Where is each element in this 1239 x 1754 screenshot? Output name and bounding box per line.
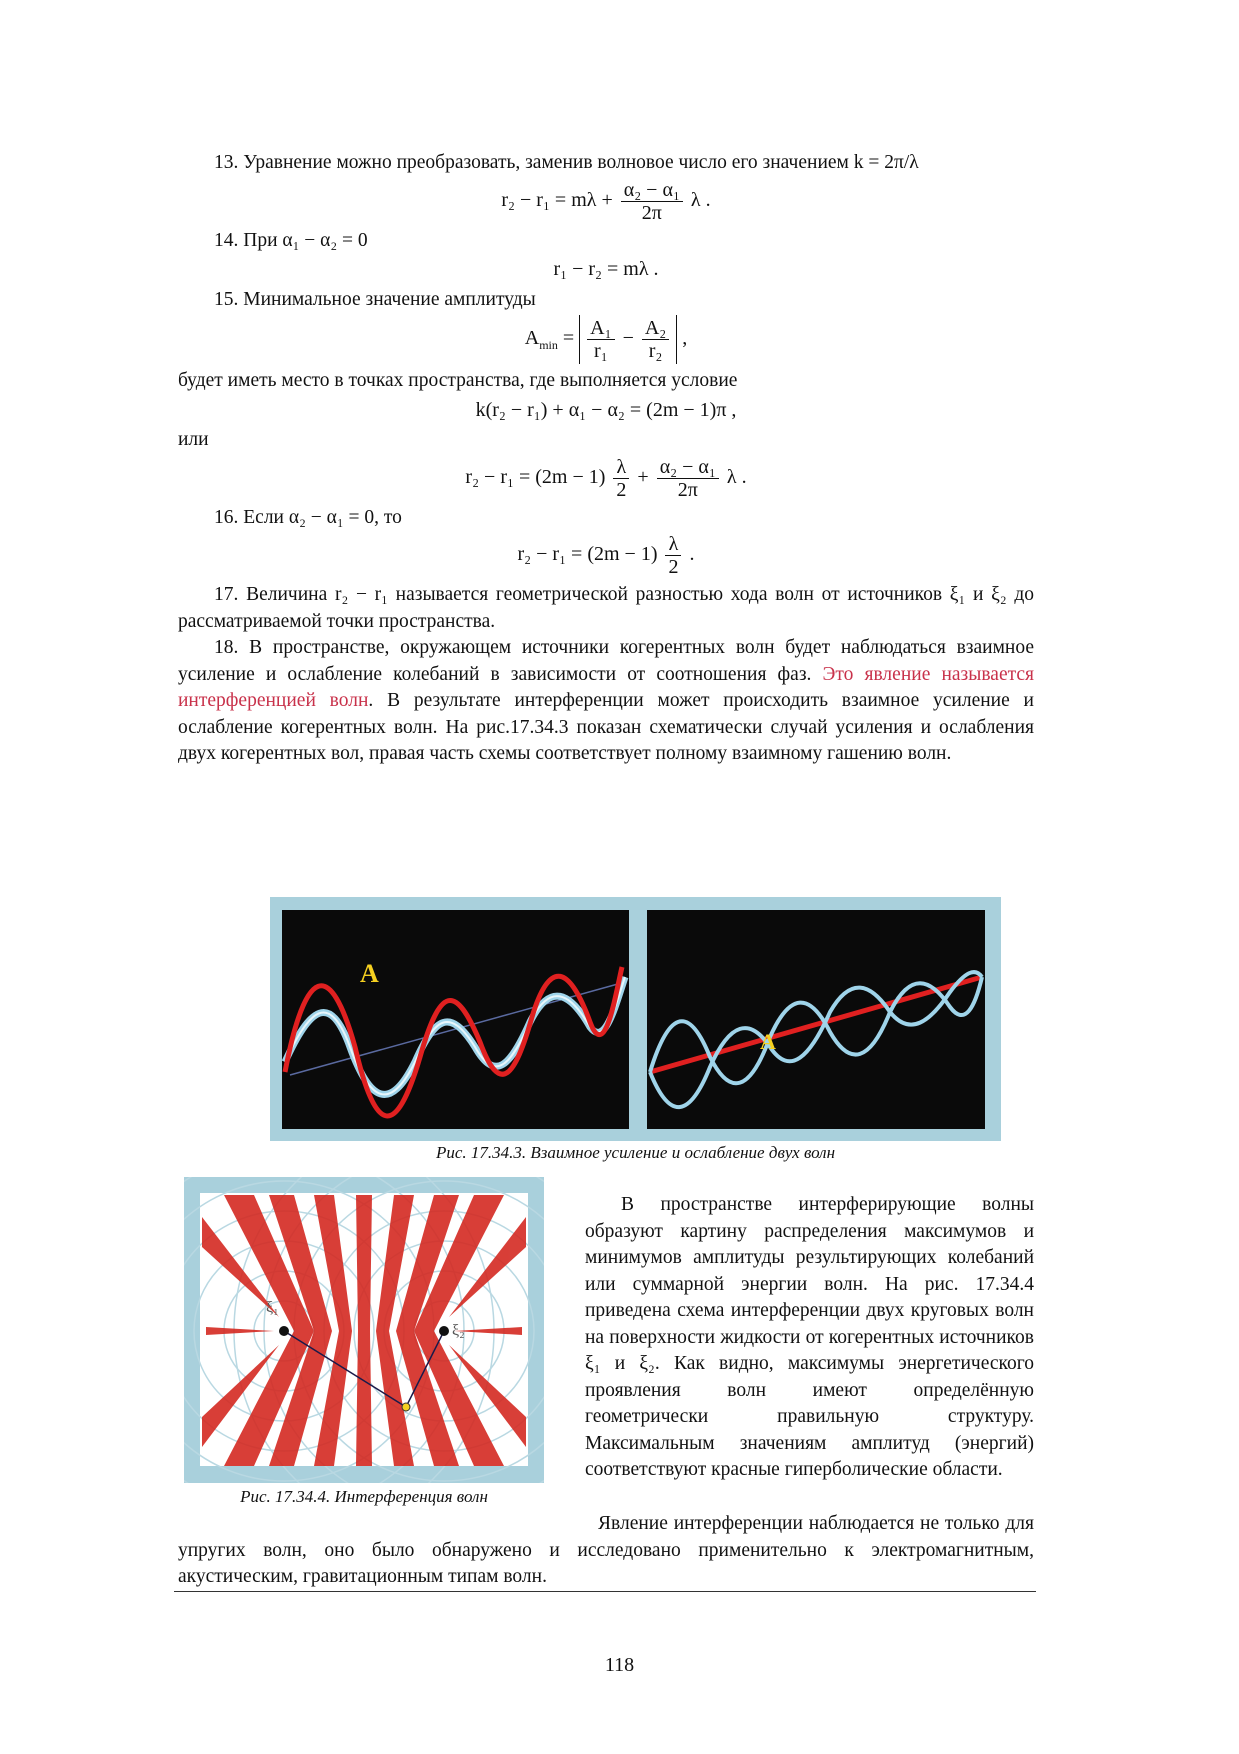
formula-1-num: α₂ − α₁ <box>621 179 683 202</box>
formula-1-left: r₂ − r₁ = mλ + <box>501 188 613 211</box>
paragraph-18-part1: 18. В пространстве, окружающем источники когерентных волн будет наблюдаться взаимное усиление и ослабление колебаний в зависимости от соотношения фаз. <box>178 637 1034 685</box>
source-xi1 <box>279 1326 289 1336</box>
paragraph-15b: будет иметь место в точках пространства, где выполняется условие <box>178 370 738 391</box>
paragraph-15: 15. Минимальное значение амплитуды <box>214 288 536 310</box>
figure-1-caption: Рис. 17.34.3. Взаимное усиление и ослабление двух волн <box>435 1143 836 1162</box>
paragraph-18 <box>178 635 1034 768</box>
formula-6-n: λ <box>665 533 681 556</box>
formula-5-n1: λ <box>613 456 629 479</box>
right-label-a: A <box>760 1029 776 1054</box>
left-label-a: A <box>360 959 379 988</box>
bottom-paragraph-text: Явление интерференции наблюдается не только для упругих волн, оно было обнаружено и исследовано применительно к электромагнитным, акустическим, гравитационным типам волн. <box>178 1513 1034 1587</box>
formula-5-plus: + <box>637 465 649 488</box>
side-paragraph-text: В пространстве интерферирующие волны образуют картину распределения максимумов и минимумов амплитуды результирующих колебаний или суммарной энергии волн. На рис. 17.34.4 приведена схема интерференции двух круговых волн на поверхности жидкости от когерентных источников ξ₁ и ξ₂. Как видно, максимумы энергетического проявления волн имеют определённую геометрически правильную структуру. Максимальным значениям амплитуд (энергий) соответствуют красные гиперболические области. <box>585 1194 1034 1480</box>
interference-svg <box>184 1177 544 1483</box>
interference-definition: Это явление называется интерференцией волн <box>178 663 1034 711</box>
formula-1 <box>178 179 1034 224</box>
source-xi2 <box>439 1326 449 1336</box>
paragraph-or: или <box>178 429 209 450</box>
formula-3-n2: A₂ <box>642 317 669 340</box>
formula-5-frac1 <box>613 456 629 501</box>
formula-5-left: r₂ − r₁ = (2m − 1) <box>465 465 606 488</box>
formula-4: k(r₂ − r₁) + α₁ − α₂ = (2m − 1)π , <box>475 398 737 421</box>
formula-3-a: A <box>524 327 540 350</box>
paragraph-14: 14. При α₁ − α₂ = 0 <box>214 229 368 251</box>
page-body <box>178 150 1034 768</box>
observation-point <box>402 1403 410 1411</box>
formula-5-d1: 2 <box>616 478 627 501</box>
figure-interference-pattern <box>184 1177 544 1483</box>
footer-rule <box>174 1591 1036 1592</box>
formula-6-frac <box>665 533 681 578</box>
formula-3-n1: A₁ <box>587 317 614 340</box>
right-panel <box>647 910 985 1129</box>
formula-2: r₁ − r₂ = mλ . <box>553 258 659 280</box>
formula-6-right: . <box>689 543 695 566</box>
bottom-paragraph <box>178 1511 1034 1591</box>
formula-1-fraction <box>621 179 683 224</box>
figure-2-caption: Рис. 17.34.4. Интерференция волн <box>240 1487 488 1506</box>
formula-3-d1: r₁ <box>594 340 608 362</box>
formula-3-sub: min <box>539 338 558 353</box>
formula-3-frac1 <box>587 317 614 362</box>
formula-6 <box>178 533 1034 578</box>
formula-5-right: λ . <box>726 465 747 488</box>
label-xi2: ξ₂ <box>452 1322 465 1339</box>
formula-5-d2: 2π <box>677 478 698 501</box>
paragraph-16: 16. Если α₂ − α₁ = 0, то <box>214 506 402 528</box>
formula-5-n2: α₂ − α₁ <box>657 456 719 479</box>
formula-3-abs <box>579 315 677 364</box>
paragraph-17: 17. Величина r₂ − r₁ называется геометрической разностью хода волн от источников ξ₁ и ξ₂ до рассматриваемой точки пространства. <box>178 584 1034 632</box>
page-number: 118 <box>604 1654 635 1676</box>
hyperbolic-maxima <box>202 1195 526 1466</box>
side-paragraph <box>585 1192 1034 1484</box>
formula-5-frac2 <box>657 456 719 501</box>
formula-3-frac2 <box>642 317 669 362</box>
formula-3-d2: r₂ <box>648 340 663 362</box>
formula-3-eq: = <box>562 327 575 350</box>
label-xi1: ξ₁ <box>266 1299 279 1316</box>
formula-6-d: 2 <box>668 556 679 578</box>
formula-3 <box>178 315 1034 364</box>
figure-wave-svg <box>270 897 1001 1141</box>
formula-1-den: 2π <box>641 201 662 224</box>
paragraph-13: 13. Уравнение можно преобразовать, заменив волновое число его значением k = 2π/λ <box>214 152 919 173</box>
formula-6-left: r₂ − r₁ = (2m − 1) <box>517 543 658 566</box>
formula-1-right: λ . <box>690 188 711 211</box>
paragraph-18-part2: . В результате интерференции может происходить взаимное усиление и ослабление когерентных волн. На рис.17.34.3 показан схематически случай усиления и ослабления двух когерентных вол, правая часть схемы соответствует полному взаимному гашению волн. <box>178 690 1034 764</box>
formula-3-minus: − <box>622 327 634 350</box>
figure-wave-superposition <box>270 897 1001 1141</box>
formula-3-end: , <box>682 327 688 350</box>
formula-5 <box>178 456 1034 501</box>
